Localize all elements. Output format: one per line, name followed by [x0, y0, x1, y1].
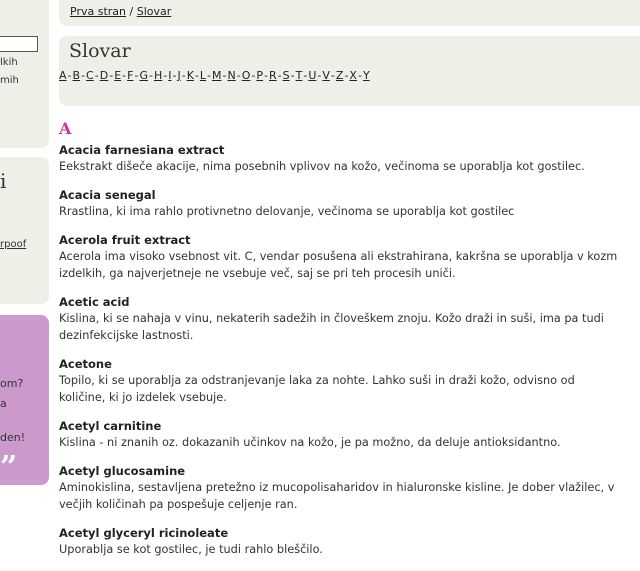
glossary-term: Acetone	[59, 357, 112, 371]
sidebar-search-panel	[0, 0, 49, 148]
alphabet-letter-u[interactable]: U	[308, 69, 317, 82]
definition-line: količine, ki jo izdelek vsebuje.	[59, 391, 227, 404]
glossary-term: Acetic acid	[59, 295, 130, 309]
alphabet-separator: -	[134, 69, 139, 82]
alphabet-separator: -	[317, 69, 322, 82]
sidebar-text: mih	[0, 75, 19, 86]
alphabet-separator: -	[236, 69, 241, 82]
definition-line: Eekstrakt dišeče akacije, nima posebnih vplivov na kožo, večinoma se uporablja kot gostilec.	[59, 160, 585, 173]
definition-line: izdelkih, ga najverjetneje ne vsebuje več, saj se pri teh procesih uniči.	[59, 267, 456, 280]
glossary-term: Acetyl carnitine	[59, 419, 162, 433]
alphabet-index	[59, 69, 370, 82]
sidebar-text: lkih	[0, 57, 18, 68]
sidebar-heading: i	[0, 169, 7, 193]
glossary-term: Acetyl glucosamine	[59, 464, 186, 478]
definition-line: večjih količinah pa pospešuje celjenje ran.	[59, 498, 298, 511]
alphabet-letter-k[interactable]: K	[186, 69, 194, 82]
alphabet-separator: -	[207, 69, 212, 82]
sidebar-text: den!	[0, 431, 26, 444]
alphabet-separator: -	[94, 69, 99, 82]
definition-line: Rrastlina, ki ima rahlo protivnetno delovanje, večinoma se uporablja kot gostilec	[59, 205, 515, 218]
glossary-list	[59, 142, 640, 558]
alphabet-separator: -	[264, 69, 268, 82]
alphabet-letter-n[interactable]: N	[227, 69, 236, 82]
alphabet-letter-t[interactable]: T	[295, 69, 303, 82]
alphabet-separator: -	[357, 69, 362, 82]
sidebar-search-input[interactable]	[0, 36, 38, 52]
glossary-definition	[59, 310, 640, 344]
alphabet-letter-d[interactable]: D	[99, 69, 109, 82]
alphabet-letter-c[interactable]: C	[86, 69, 94, 82]
section-letter: A	[59, 119, 72, 138]
glossary-term: Acetyl glyceryl ricinoleate	[59, 526, 229, 540]
alphabet-letter-e[interactable]: E	[114, 69, 122, 82]
alphabet-letter-i[interactable]: I	[168, 69, 172, 82]
glossary-term: Acacia senegal	[59, 188, 156, 202]
definition-line: Aminokislina, sestavljena pretežno iz mucopolisaharidov in hialuronske kisline. Je dober vlažilec, v	[59, 481, 615, 494]
definition-line: Acerola ima visoko vsebnost vit. C, vendar posušena ali ekstrahirana, kakršna se uporablja v kozm	[59, 250, 618, 263]
alphabet-separator: -	[251, 69, 256, 82]
breadcrumb	[59, 0, 640, 26]
alphabet-separator: -	[277, 69, 282, 82]
alphabet-letter-b[interactable]: B	[72, 69, 81, 82]
alphabet-letter-g[interactable]: G	[139, 69, 148, 82]
alphabet-separator: -	[181, 69, 186, 82]
sidebar-text: a	[0, 397, 7, 410]
alphabet-separator: -	[172, 69, 177, 82]
breadcrumb-current-link[interactable]: Slovar	[136, 5, 172, 18]
alphabet-letter-y[interactable]: Y	[362, 69, 370, 82]
alphabet-letter-j[interactable]: J	[177, 69, 181, 82]
alphabet-separator: -	[148, 69, 153, 82]
glossary-definition	[59, 479, 640, 513]
alphabet-separator: -	[303, 69, 308, 82]
glossary-definition	[59, 434, 640, 451]
glossary-content	[59, 119, 640, 570]
glossary-definition	[59, 541, 640, 558]
alphabet-letter-m[interactable]: M	[212, 69, 222, 82]
alphabet-separator: -	[81, 69, 86, 82]
sidebar-panel	[0, 157, 49, 304]
alphabet-letter-r[interactable]: R	[269, 69, 277, 82]
alphabet-separator: -	[67, 69, 72, 82]
alphabet-separator: -	[122, 69, 127, 82]
alphabet-separator: -	[222, 69, 227, 82]
glossary-definition	[59, 158, 640, 175]
glossary-definition	[59, 248, 640, 282]
definition-line: Kislina - ni znanih oz. dokazanih učinkov na kožo, je pa možno, da deluje antioksidantno.	[59, 436, 561, 449]
glossary-definition	[59, 203, 640, 220]
alphabet-letter-s[interactable]: S	[282, 69, 290, 82]
alphabet-letter-p[interactable]: P	[256, 69, 264, 82]
alphabet-letter-o[interactable]: O	[241, 69, 251, 82]
sidebar-text: om?	[0, 377, 24, 390]
definition-line: Kislina, ki se nahaja v vinu, nekaterih sadežih in človeškem znoju. Kožo draži in suši, ima pa tudi	[59, 312, 604, 325]
alphabet-letter-f[interactable]: F	[127, 69, 134, 82]
quote-icon: ”	[0, 450, 16, 485]
sidebar-link[interactable]: rpoof	[0, 239, 27, 250]
definition-line: dezinfekcijske lastnosti.	[59, 329, 194, 342]
glossary-definition	[59, 372, 640, 406]
alphabet-separator: -	[109, 69, 114, 82]
alphabet-separator: -	[290, 69, 295, 82]
alphabet-letter-x[interactable]: X	[349, 69, 357, 82]
glossary-term: Acacia farnesiana extract	[59, 143, 225, 157]
alphabet-separator: -	[163, 69, 168, 82]
alphabet-letter-z[interactable]: Z	[335, 69, 344, 82]
glossary-term: Acerola fruit extract	[59, 233, 191, 247]
alphabet-letter-a[interactable]: A	[59, 69, 67, 82]
alphabet-separator: -	[330, 69, 335, 82]
definition-line: Uporablja se kot gostilec, je tudi rahlo bleščilo.	[59, 543, 323, 556]
alphabet-letter-h[interactable]: H	[153, 69, 163, 82]
alphabet-separator: -	[344, 69, 349, 82]
page-header	[59, 36, 640, 106]
definition-line: Topilo, ki se uporablja za odstranjevanje laka za nohte. Lahko suši in draži kožo, odvisno od	[59, 374, 575, 387]
page-title: Slovar	[69, 40, 131, 62]
alphabet-separator: -	[194, 69, 199, 82]
alphabet-letter-l[interactable]: L	[199, 69, 207, 82]
breadcrumb-home-link[interactable]: Prva stran	[70, 5, 126, 18]
alphabet-letter-v[interactable]: V	[322, 69, 330, 82]
breadcrumb-separator: /	[129, 5, 134, 18]
